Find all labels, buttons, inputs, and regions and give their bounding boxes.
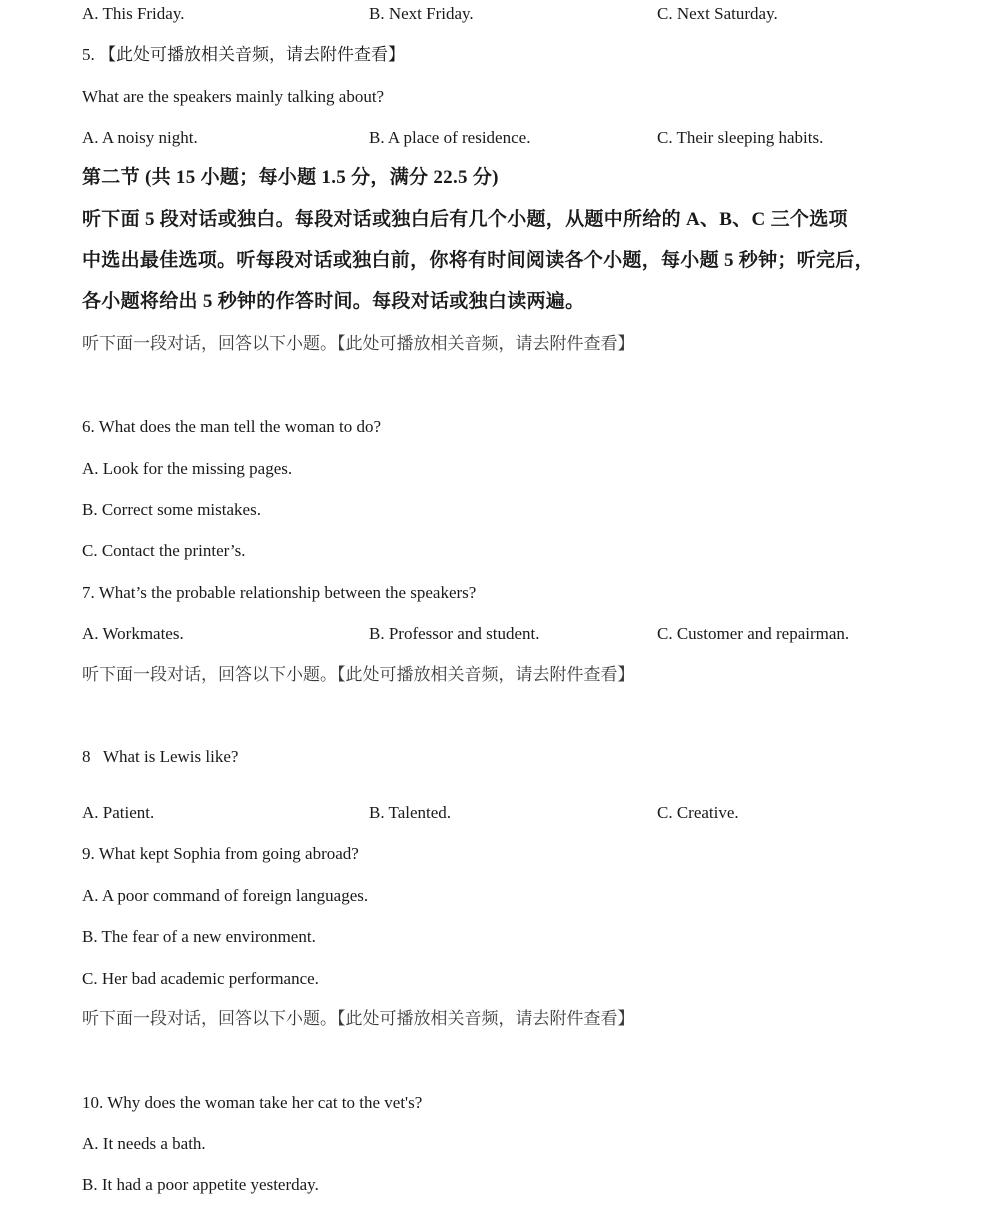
q10-option-b: B. It had a poor appetite yesterday. (82, 1175, 319, 1194)
audio-note-link[interactable]: 【此处可播放相关音频，请去附件查看】 (337, 334, 635, 353)
dialogue-intro-text: 听下面一段对话，回答以下小题。 (82, 665, 337, 684)
q5-option-c: C. Their sleeping habits. (657, 128, 824, 147)
dialogue-intro-3 (82, 1009, 635, 1029)
q4-option-c: C. Next Saturday. (657, 4, 778, 23)
section2-instruction-line-3: 各小题将给出 5 秒钟的作答时间。每段对话或独白读两遍。 (82, 291, 585, 312)
q10-option-a: A. It needs a bath. (82, 1134, 206, 1153)
dialogue-intro-2 (82, 665, 635, 685)
q5-header (82, 45, 405, 65)
q6-option-b: B. Correct some mistakes. (82, 500, 261, 519)
q6-option-c: C. Contact the printer’s. (82, 541, 246, 560)
q10-question: 10. Why does the woman take her cat to the vet's? (82, 1093, 423, 1112)
dialogue-intro-text: 听下面一段对话，回答以下小题。 (82, 334, 337, 353)
q9-option-b: B. The fear of a new environment. (82, 927, 316, 946)
q5-option-b: B. A place of residence. (369, 128, 531, 147)
q5-audio-note[interactable]: 【此处可播放相关音频，请去附件查看】 (99, 45, 405, 64)
q6-question: 6. What does the man tell the woman to do? (82, 417, 382, 436)
q9-question: 9. What kept Sophia from going abroad? (82, 844, 359, 863)
q7-question: 7. What’s the probable relationship between the speakers? (82, 583, 477, 602)
q9-option-a: A. A poor command of foreign languages. (82, 886, 369, 905)
q9-option-c: C. Her bad academic performance. (82, 969, 319, 988)
section2-heading: 第二节 (共 15 小题；每小题 1.5 分，满分 22.5 分) (82, 167, 499, 188)
q8-option-a: A. Patient. (82, 803, 155, 822)
q8-question: 8 What is Lewis like? (82, 747, 239, 766)
section2-instruction-line-1: 听下面 5 段对话或独白。每段对话或独白后有几个小题，从题中所给的 A、B、C 三个选项 (82, 209, 848, 230)
audio-note-link[interactable]: 【此处可播放相关音频，请去附件查看】 (337, 665, 635, 684)
q7-option-c: C. Customer and repairman. (657, 624, 850, 643)
section2-instruction-line-2: 中选出最佳选项。听每段对话或独白前，你将有时间阅读各个小题，每小题 5 秒钟；听完后， (82, 250, 874, 271)
q8-option-b: B. Talented. (369, 803, 452, 822)
q5-option-a: A. A noisy night. (82, 128, 198, 147)
dialogue-intro-1 (82, 334, 635, 354)
q7-option-a: A. Workmates. (82, 624, 184, 643)
q8-option-c: C. Creative. (657, 803, 739, 822)
audio-note-link[interactable]: 【此处可播放相关音频，请去附件查看】 (337, 1009, 635, 1028)
q5-number: 5. (82, 45, 99, 64)
q4-option-b: B. Next Friday. (369, 4, 474, 23)
q6-option-a: A. Look for the missing pages. (82, 459, 293, 478)
q5-question: What are the speakers mainly talking about? (82, 87, 385, 106)
q7-option-b: B. Professor and student. (369, 624, 540, 643)
dialogue-intro-text: 听下面一段对话，回答以下小题。 (82, 1009, 337, 1028)
q4-option-a: A. This Friday. (82, 4, 185, 23)
